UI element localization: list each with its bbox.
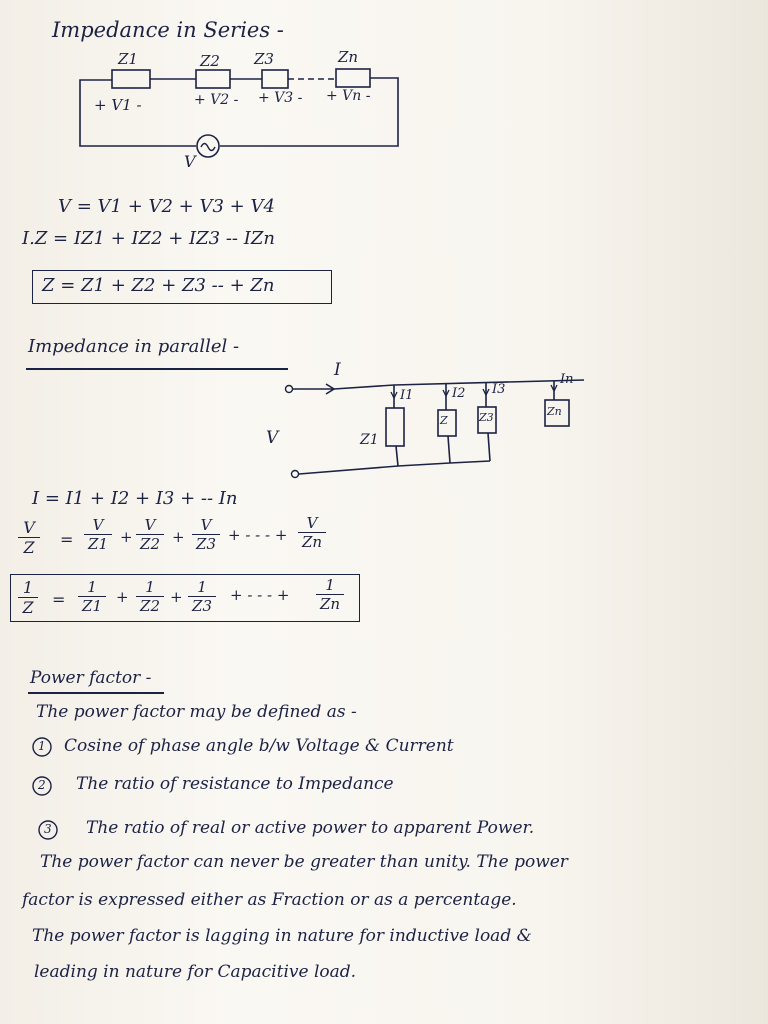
plus-sign: + (116, 588, 129, 606)
paragraph-line-1: The power factor can never be greater than unity. The power (40, 852, 568, 872)
frac-numerator: V (84, 516, 112, 535)
parallel-i3-label: I3 (492, 382, 506, 397)
equals-sign: = (52, 590, 66, 609)
frac-numerator: 1 (188, 578, 216, 597)
item3-number: 3 (44, 822, 52, 836)
plus-sign: + (170, 588, 183, 606)
frac-denominator: Z (23, 538, 35, 557)
frac-denominator: Zn (301, 533, 323, 551)
frac-numerator: 1 (78, 578, 106, 597)
frac-denominator: Z2 (140, 597, 160, 615)
series-v1-label: + V1 - (94, 96, 142, 114)
series-voltage-equation: V = V1 + V2 + V3 + V4 (58, 196, 275, 217)
ellipsis-plus: + - - - + (228, 526, 288, 544)
frac-numerator: V (298, 514, 326, 533)
frac-denominator: Z1 (82, 597, 102, 615)
paragraph-line-2: factor is expressed either as Fraction or as a percentage. (22, 890, 517, 910)
series-z3-label: Z3 (254, 50, 274, 68)
ellipsis-plus: + - - - + (230, 586, 290, 604)
parallel-i2-label: I2 (452, 386, 466, 401)
frac-denominator: Z1 (88, 535, 108, 553)
series-zn-label: Zn (338, 48, 359, 66)
series-z1-label: Z1 (118, 50, 138, 68)
parallel-total-current-label: I (334, 360, 341, 380)
parallel-heading: Impedance in parallel - (28, 336, 240, 357)
paragraph-line-4: leading in nature for Capacitive load. (34, 962, 357, 982)
definition-item-1: Cosine of phase angle b/w Voltage & Current (64, 736, 454, 756)
parallel-z1-label: Z1 (360, 432, 379, 448)
series-vn-label: + Vn - (326, 88, 371, 104)
frac-numerator: 1 (18, 578, 38, 598)
series-v3-label: + V3 - (258, 90, 303, 106)
parallel-current-equation: I = I1 + I2 + I3 + -- In (32, 488, 238, 509)
parallel-in-label: In (560, 372, 574, 387)
frac-denominator: Z3 (196, 535, 216, 553)
frac-denominator: Z (22, 598, 34, 617)
series-current-equation: I.Z = IZ1 + IZ2 + IZ3 -- IZn (22, 228, 275, 249)
power-factor-intro: The power factor may be defined as - (36, 702, 357, 722)
series-source-label: V (184, 152, 196, 171)
series-heading: Impedance in Series - (52, 18, 284, 42)
definition-item-2: The ratio of resistance to Impedance (76, 774, 394, 794)
equals-sign: = (60, 530, 74, 549)
item2-number: 2 (38, 778, 46, 792)
item1-number: 1 (38, 739, 46, 753)
definition-item-3: The ratio of real or active power to apparent Power. (86, 818, 535, 838)
parallel-zn-label: Zn (547, 405, 562, 418)
power-factor-heading: Power factor - (30, 668, 152, 688)
plus-sign: + (172, 528, 185, 546)
paragraph-line-3: The power factor is lagging in nature for inductive load & (32, 926, 532, 946)
parallel-voltage-label: V (266, 428, 279, 448)
frac-denominator: Z2 (140, 535, 160, 553)
frac-numerator: 1 (136, 578, 164, 597)
frac-denominator: Zn (319, 595, 341, 613)
frac-numerator: V (136, 516, 164, 535)
parallel-z3-label: Z3 (479, 411, 494, 424)
parallel-i1-label: I1 (400, 388, 414, 403)
frac-denominator: Z3 (192, 597, 212, 615)
parallel-z2-label: Z (440, 414, 448, 427)
series-z2-label: Z2 (200, 52, 220, 70)
frac-numerator: V (192, 516, 220, 535)
series-v2-label: + V2 - (194, 92, 239, 108)
frac-numerator: 1 (316, 576, 344, 595)
frac-numerator: V (18, 518, 40, 538)
series-result-equation: Z = Z1 + Z2 + Z3 -- + Zn (42, 275, 275, 296)
plus-sign: + (120, 528, 133, 546)
